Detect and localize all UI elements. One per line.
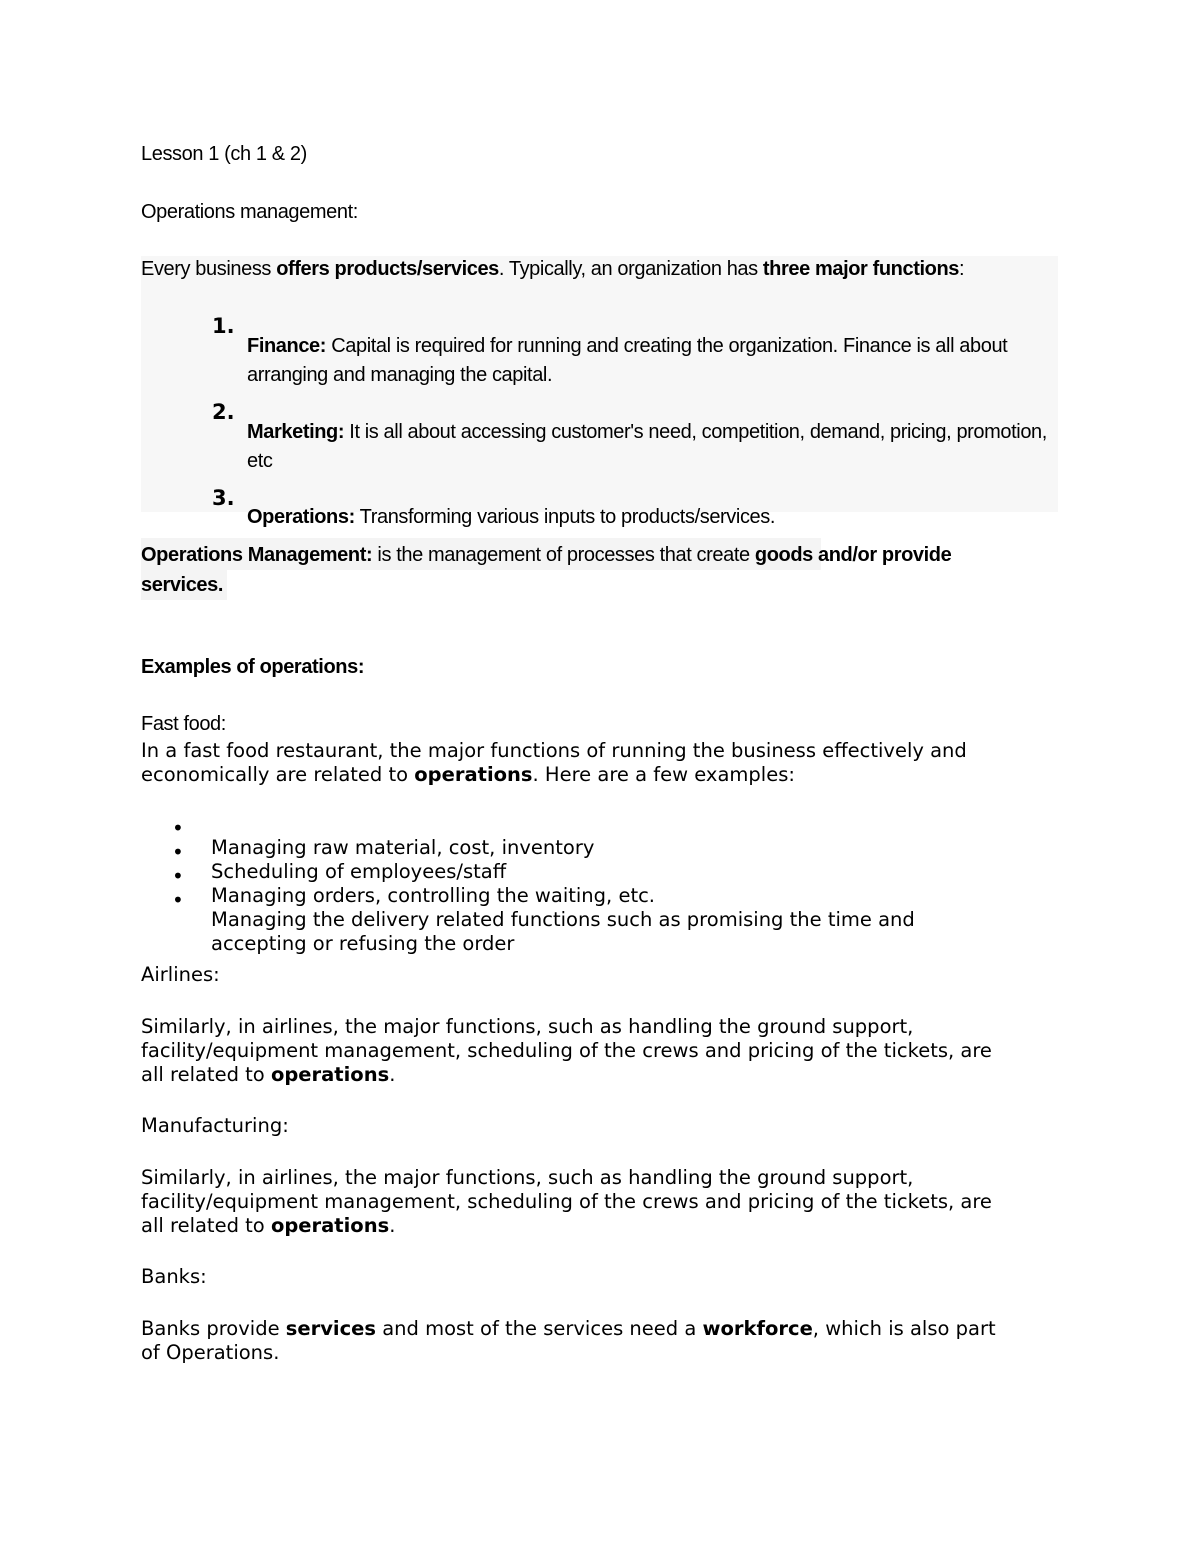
list-item: Managing raw material, cost, inventory [211,835,595,859]
list-number: 1. [212,314,235,338]
list-item-marketing: Marketing: It is all about accessing customer's need, competition, demand, pricing, promotion, etc [247,421,1047,472]
list-item-operations: Operations: Transforming various inputs to products/services. [247,506,776,528]
list-item: Scheduling of employees/staff [211,859,507,883]
airlines-heading: Airlines: [141,963,220,986]
banks-heading: Banks: [141,1265,207,1288]
page-title: Lesson 1 (ch 1 & 2) [141,143,307,165]
bullet-dot: • [172,888,184,912]
list-number: 3. [212,486,235,510]
list-number: 2. [212,400,235,424]
manufacturing-heading: Manufacturing: [141,1114,289,1137]
bullet-dot: • [172,816,184,840]
list-item-finance: Finance: Capital is required for running and creating the organization. Finance is all about arranging and managing the capital. [247,335,1008,386]
examples-heading: Examples of operations: [141,656,365,678]
airlines-paragraph: Similarly, in airlines, the major functions, such as handling the ground support, facility/equipment management, scheduling of the crews and pricing of the tickets, are all related to operations. [141,1015,992,1086]
intro-paragraph: Every business offers products/services. Typically, an organization has three major functions: [141,258,965,280]
list-item: Managing orders, controlling the waiting, etc. [211,883,656,907]
bullet-dot: • [172,840,184,864]
list-item: Managing the delivery related functions such as promising the time and accepting or refusing the order [211,907,915,955]
fast-food-paragraph: In a fast food restaurant, the major functions of running the business effectively and economically are related to operations. Here are a few examples: [141,739,967,786]
section-heading: Operations management: [141,201,358,223]
definition-paragraph: Operations Management: is the management of processes that create goods and/or provide services. [141,544,952,596]
bullet-dot: • [172,864,184,888]
banks-paragraph: Banks provide services and most of the services need a workforce, which is also part of Operations. [141,1317,996,1364]
fast-food-heading: Fast food: [141,713,226,735]
manufacturing-paragraph: Similarly, in airlines, the major functions, such as handling the ground support, facility/equipment management, scheduling of the crews and pricing of the tickets, are all related to operations. [141,1166,992,1237]
